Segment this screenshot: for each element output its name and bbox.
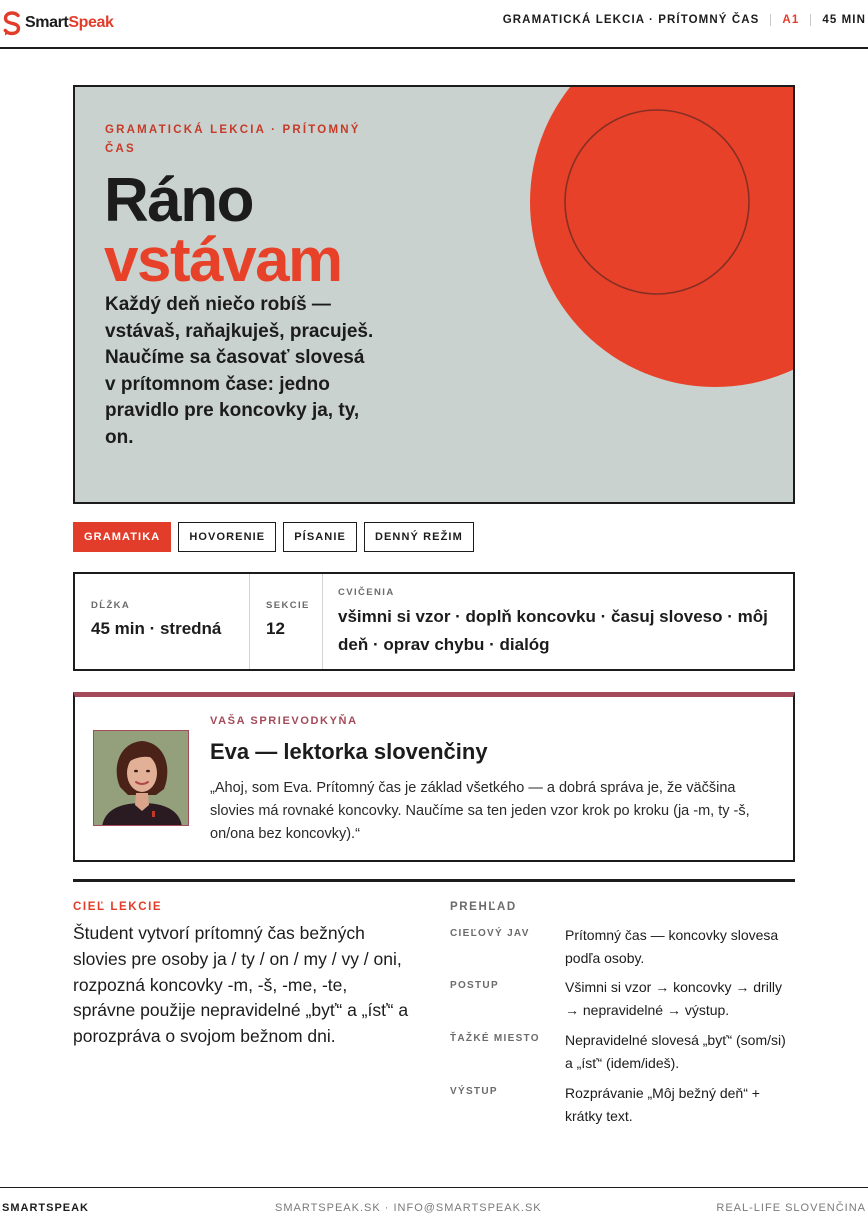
guide-portrait-image [94, 731, 189, 826]
stat-exercises [322, 574, 793, 669]
stat-label: DĹŽKA [91, 600, 131, 611]
overview-key: VÝSTUP [450, 1086, 498, 1097]
goal-label: CIEĽ LEKCIE [73, 901, 163, 913]
overview-key: ŤAŽKÉ MIESTO [450, 1033, 540, 1044]
lesson-type: GRAMATICKÁ LEKCIA · PRÍTOMNÝ ČAS [502, 14, 760, 26]
brand-logo[interactable] [2, 10, 114, 36]
guide-card [73, 692, 795, 862]
stat-label: CVIČENIA [338, 587, 395, 598]
footer-contact-link[interactable]: SMARTSPEAK.SK · INFO@SMARTSPEAK.SK [275, 1202, 542, 1214]
footer-tagline: REAL-LIFE SLOVENČINA [716, 1202, 866, 1214]
divider [810, 14, 811, 26]
hero-card [73, 85, 795, 504]
footer-brand: SMARTSPEAK [2, 1202, 90, 1214]
tag-hovorenie[interactable]: HOVORENIE [178, 522, 276, 552]
overview-value: Prítomný čas — koncovky slovesa podľa osoby. [565, 927, 779, 966]
stat-value: 12 [266, 619, 285, 638]
stat-value: 45 min · stredná [91, 619, 222, 638]
lesson-meta [503, 14, 866, 26]
guide-eyebrow: VAŠA SPRIEVODKYŇA [210, 715, 358, 727]
goal-text: Študent vytvorí prítomný čas bežných slovies pre osoby ja / ty / on / my / vy / oni, rozpozná koncovky -m, -š, -me, -te, správne použije nepravidelné „byť“ a „ísť“ a porozpráva o svojom bežnom dni. [73, 923, 409, 1047]
overview-value: Rozprávanie „Môj bežný deň“ + krátky text. [565, 1085, 760, 1124]
guide-name: Eva — lektorka slovenčiny [210, 739, 488, 764]
smartspeak-s-logo-icon [2, 10, 22, 36]
hero-lead: Každý deň niečo robíš — vstávaš, raňajkuješ, pracuješ. Naučíme sa časovať slovesá v prítomnom čase: jedno pravidlo pre koncovky ja, ty, on. [105, 294, 374, 448]
stat-value: všimni si vzor · doplň koncovku · časuj sloveso · môj deň · oprav chybu · dialóg [338, 607, 768, 654]
duration: 45 MIN [822, 14, 866, 26]
overview-value: Nepravidelné slovesá „byť“ (som/si) a „ísť“ (idem/ideš). [565, 1032, 786, 1071]
title-line-1: Ráno [104, 166, 253, 235]
tag-denny-rezim[interactable]: DENNÝ REŽIM [364, 522, 474, 552]
tag-pisanie[interactable]: PÍSANIE [283, 522, 357, 552]
top-bar [0, 0, 868, 49]
hero-eyebrow: GRAMATICKÁ LEKCIA · PRÍTOMNÝ ČAS [105, 124, 361, 155]
brand-name: SmartSpeak [25, 14, 114, 31]
overview-key: CIEĽOVÝ JAV [450, 928, 530, 939]
tag-list [73, 522, 481, 552]
divider [770, 14, 771, 26]
stat-length [75, 574, 249, 669]
overview-key: POSTUP [450, 980, 499, 991]
section-divider [73, 879, 795, 882]
page-title [104, 166, 342, 295]
tag-gramatika[interactable]: GRAMATIKA [73, 522, 171, 552]
avatar [93, 730, 189, 826]
lesson-stats [73, 572, 795, 671]
guide-quote: „Ahoj, som Eva. Prítomný čas je základ všetkého — a dobrá správa je, že väčšina slovies má rovnaké koncovky. Naučíme sa ten jeden vzor krok po kroku (ja -m, ty -š, on/ona bez koncovky).“ [210, 780, 750, 842]
stat-label: SEKCIE [266, 600, 310, 611]
footer [0, 1187, 868, 1228]
stat-sections [249, 574, 322, 669]
title-line-2: vstávam [104, 226, 342, 295]
overview-label: PREHĽAD [450, 901, 517, 913]
level-badge: A1 [782, 14, 800, 26]
overview-value: Všimni si vzor → koncovky → drilly → nepravidelné → výstup. [565, 979, 783, 1018]
